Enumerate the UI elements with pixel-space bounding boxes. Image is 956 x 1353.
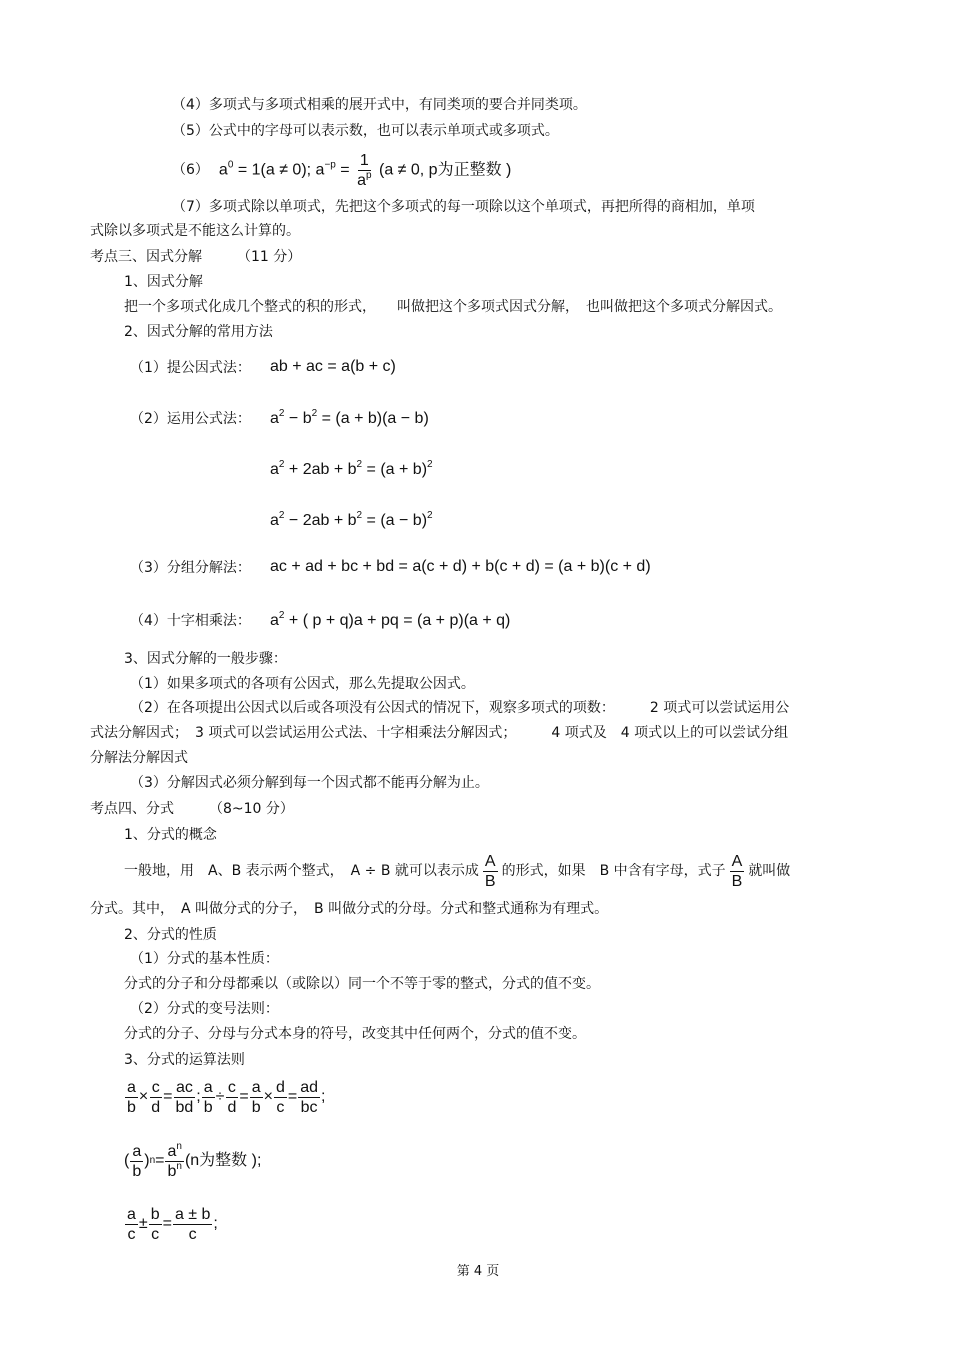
fraction: $\frac{A}{B}$ — [731, 852, 743, 890]
fraction-definition-line: 一般地，用 A、B 表示两个整式， A ÷ B 就可以表示成 $\frac{A}{B}$ 的形式，如果 B 中含有字母，式子 $\frac{A}{B}$ 就叫做 — [124, 852, 791, 890]
text-line: 分式的分子和分母都乘以（或除以）同一个不等于零的整式，分式的值不变。 — [124, 976, 600, 992]
formula: ab + ac = a(b + c) — [270, 358, 396, 375]
text-line: 式除以多项式是不能这么计算的。 — [90, 223, 300, 239]
text-line: （2）分式的变号法则： — [130, 1001, 279, 1017]
fraction: $\frac{1}{a^p}$ — [357, 151, 372, 189]
section-heading: 考点四、分式 （8~10 分） — [90, 801, 294, 817]
text-line: （7）多项式除以单项式，先把这个多项式的每一项除以这个单项式，再把所得的商相加，单项 — [172, 199, 755, 215]
method-label: （1）提公因式法： — [130, 360, 251, 376]
formula: $a^2$ + ( p + q)a + pq = (a + p)(a + q) — [270, 610, 511, 629]
formula-multiply-divide: $\frac{a}{b}$ × $\frac{c}{d}$ = $\frac{ac}{bd}$ ; $\frac{a}{b}$ ÷ $\frac{c}{d}$ = $\frac{a}{b}$ × $\frac{d}{c}$ = $\frac{ad}{bc}$ ; — [127, 1078, 326, 1116]
text-line: （2）在各项提出公因式以后或各项没有公因式的情况下，观察多项式的项数： 2 项式可以尝试运用公 — [130, 700, 790, 716]
formula-add-subtract: $\frac{a}{c}$ ± $\frac{b}{c}$ = $\frac{a \pm b}{c}$ ; — [127, 1205, 218, 1243]
subheading: 3、因式分解的一般步骤： — [124, 651, 287, 667]
subheading: 1、分式的概念 — [124, 827, 217, 843]
fraction: $\frac{A}{B}$ — [484, 852, 496, 890]
method-label: （3）分组分解法： — [130, 560, 251, 576]
subheading: 3、分式的运算法则 — [124, 1052, 245, 1068]
method-label: （4）十字相乘法： — [130, 613, 251, 629]
method-label: （2）运用公式法： — [130, 411, 251, 427]
item-label: （6） — [172, 162, 209, 178]
subheading: 1、因式分解 — [124, 274, 203, 290]
text-line: 式法分解因式； 3 项式可以尝试运用公式法、十字相乘法分解因式； 4 项式及 4 项式以上的可以尝试分组 — [90, 725, 789, 741]
text-line: （3）分解因式必须分解到每一个因式都不能再分解为止。 — [130, 775, 489, 791]
formula: $a^2 + 2ab + b^2 = (a + b)^2$ — [270, 459, 433, 478]
subheading: 2、分式的性质 — [124, 927, 217, 943]
text-line: 把一个多项式化成几个整式的积的形式， 叫做把这个多项式因式分解， 也叫做把这个多项式分解因式。 — [124, 299, 782, 315]
formula-power: ( $\frac{a}{b}$ ) n = $\frac{a^n}{b^n}$ (n为整数 ); — [124, 1140, 262, 1180]
text-line: （4）多项式与多项式相乘的展开式中，有同类项的要合并同类项。 — [172, 97, 587, 113]
text-line: （1）分式的基本性质： — [130, 951, 279, 967]
page-number: 第 4 页 — [456, 1264, 500, 1279]
formula: $a^2 - b^2 = (a + b)(a - b)$ — [270, 408, 429, 427]
text-line: 分解法分解因式 — [90, 750, 188, 766]
formula: $a^0 = 1(a \ne 0)$; $a^{-p}$ = $\frac{1}{a^p}$ (a ≠ 0, p为正整数 ) — [218, 151, 512, 189]
formula: $a^2 - 2ab + b^2 = (a - b)^2$ — [270, 510, 433, 529]
section-heading: 考点三、因式分解 （11 分） — [90, 249, 302, 265]
formula: ac + ad + bc + bd = a(c + d) + b(c + d) = (a + b)(c + d) — [270, 558, 651, 575]
text-line: （5）公式中的字母可以表示数，也可以表示单项式或多项式。 — [172, 123, 559, 139]
text-line: （1）如果多项式的各项有公因式，那么先提取公因式。 — [130, 676, 475, 692]
text-line: 分式的分子、分母与分式本身的符号，改变其中任何两个，分式的值不变。 — [124, 1026, 586, 1042]
subheading: 2、因式分解的常用方法 — [124, 324, 273, 340]
text-line: 分式。其中， A 叫做分式的分子， B 叫做分式的分母。分式和整式通称为有理式。 — [90, 901, 609, 917]
formula-zero-negative-exponent — [172, 148, 511, 192]
